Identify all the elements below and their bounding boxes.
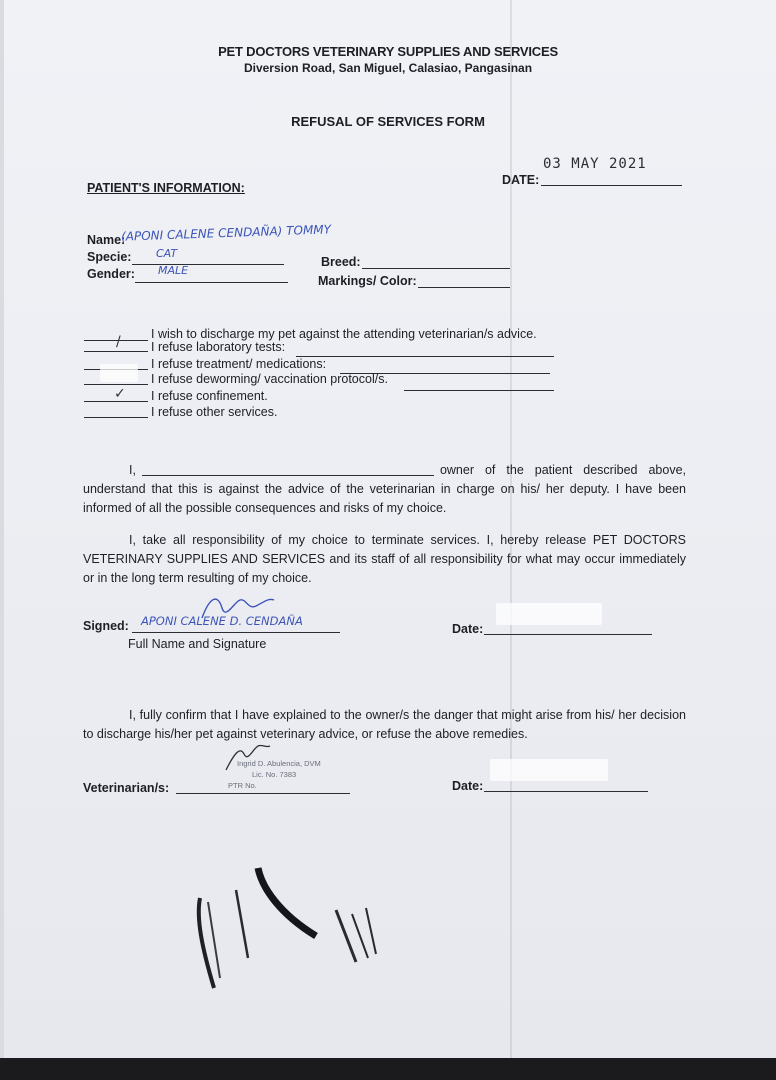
vet-date-label: Date: bbox=[452, 779, 484, 793]
patient-section-title: PATIENT'S INFORMATION: bbox=[87, 181, 245, 195]
gender-value[interactable]: MALE bbox=[158, 264, 189, 277]
name-value[interactable]: (APONI CALENE CENDAÑA) TOMMY bbox=[120, 222, 332, 244]
confirmation-text: I, fully confirm that I have explained to the owner/s the danger that might arise from his/ her decision to discharge his/her pet against veterinary advice, or refuse the above remedies. bbox=[83, 708, 686, 741]
stamped-date: 03 MAY 2021 bbox=[543, 156, 647, 172]
breed-line[interactable] bbox=[362, 268, 510, 269]
option-text: I refuse other services. bbox=[151, 405, 278, 419]
vet-stamp-ptr: PTR No. bbox=[228, 781, 257, 790]
option-detail-line[interactable] bbox=[404, 390, 554, 391]
option-detail-line[interactable] bbox=[296, 356, 554, 357]
owner-date-line[interactable] bbox=[484, 634, 652, 635]
vet-signature-icon bbox=[222, 740, 274, 774]
check-mark-icon: / bbox=[116, 334, 121, 350]
shop-name: PET DOCTORS VETERINARY SUPPLIES AND SERVICES bbox=[218, 44, 558, 59]
option-blank[interactable] bbox=[84, 351, 148, 352]
confirmation-paragraph bbox=[83, 706, 686, 744]
vet-stamp-license: Lic. No. 7383 bbox=[252, 770, 297, 779]
option-blank[interactable] bbox=[84, 384, 148, 385]
date-line[interactable] bbox=[541, 185, 682, 186]
name-label: Name: bbox=[87, 233, 126, 247]
option-text: I refuse confinement. bbox=[151, 389, 268, 403]
option-text: I refuse deworming/ vaccination protocol/s. bbox=[151, 372, 388, 386]
statement-rest: owner of the patient described above, understand that this is against the advice of the veterinarian in charge on his/ her deputy. I have been informed of all the possible consequences and risks of my choice. bbox=[83, 463, 686, 515]
statement-paragraph-1 bbox=[83, 461, 686, 518]
markings-label: Markings/ Color: bbox=[318, 274, 417, 288]
correction-fluid bbox=[490, 759, 608, 781]
option-blank[interactable] bbox=[84, 417, 148, 418]
option-text: I refuse treatment/ medications: bbox=[151, 357, 327, 371]
statement-paragraph-2 bbox=[83, 531, 686, 588]
option-text: I wish to discharge my pet against the attending veterinarian/s advice. bbox=[151, 327, 537, 341]
option-text: I refuse laboratory tests: bbox=[151, 340, 286, 354]
date-label: DATE: bbox=[502, 173, 540, 187]
marker-strokes-icon bbox=[180, 858, 410, 1008]
signed-label: Signed: bbox=[83, 619, 129, 633]
owner-date-label: Date: bbox=[452, 622, 484, 636]
statement-i: I, bbox=[129, 463, 136, 477]
markings-line[interactable] bbox=[418, 287, 510, 288]
signature-line[interactable] bbox=[132, 632, 340, 633]
check-mark-icon: ✓ bbox=[114, 386, 126, 402]
correction-fluid bbox=[100, 364, 138, 382]
specie-line bbox=[132, 264, 284, 265]
vet-date-line[interactable] bbox=[484, 791, 648, 792]
breed-label: Breed: bbox=[321, 255, 361, 269]
owner-name-blank[interactable] bbox=[142, 475, 434, 476]
specie-value[interactable]: CAT bbox=[156, 247, 178, 260]
form-title: REFUSAL OF SERVICES FORM bbox=[291, 114, 485, 129]
shop-address: Diversion Road, San Miguel, Calasiao, Pangasinan bbox=[243, 61, 533, 75]
veterinarian-line[interactable] bbox=[176, 793, 350, 794]
scan-edge bbox=[0, 1058, 776, 1080]
option-blank[interactable] bbox=[84, 401, 148, 402]
gender-label: Gender: bbox=[87, 267, 135, 281]
signature-scribble-icon bbox=[196, 590, 276, 624]
signature-caption: Full Name and Signature bbox=[128, 637, 267, 651]
owner-signature[interactable]: APONI CALENE D. CENDAÑA bbox=[141, 614, 303, 628]
correction-fluid bbox=[496, 603, 602, 625]
release-text: I, take all responsibility of my choice to terminate services. I, hereby release PET DOCTORS VETERINARY SUPPLIES AND SERVICES and its staff of all responsibility for what may occur immediately or in the long term resulting of my choice. bbox=[83, 533, 686, 585]
vet-stamp-name: Ingrid D. Abulencia, DVM bbox=[237, 759, 321, 768]
veterinarian-label: Veterinarian/s: bbox=[83, 781, 170, 795]
gender-line bbox=[135, 282, 288, 283]
paper-fold bbox=[510, 0, 512, 1060]
specie-label: Specie: bbox=[87, 250, 132, 264]
